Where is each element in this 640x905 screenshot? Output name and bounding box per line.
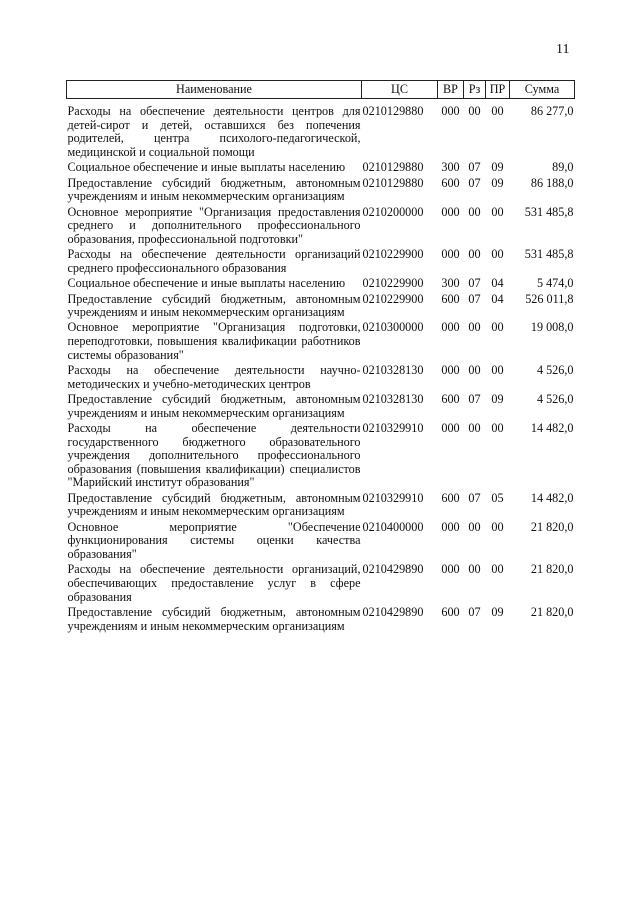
- cell-rz: 07: [468, 291, 481, 306]
- cell-rz: 00: [468, 562, 481, 577]
- cell-rz: 07: [468, 392, 481, 407]
- cell-vr: 600: [441, 604, 460, 619]
- cell-sum: 526 011,8: [525, 291, 574, 306]
- table-header: [67, 81, 575, 99]
- cell-sum: 14 482,0: [530, 421, 574, 436]
- table-row: [67, 606, 575, 635]
- cell-cs: 0210229900: [362, 291, 424, 306]
- cell-rz: 00: [468, 320, 481, 335]
- cell-sum: 4 526,0: [536, 363, 574, 378]
- cell-rz: 00: [468, 204, 481, 219]
- cell-rz: 07: [468, 160, 481, 175]
- cell-cs: 0210129880: [362, 104, 424, 118]
- cell-vr: 600: [441, 392, 460, 407]
- cell-cs: 0210229900: [362, 276, 424, 291]
- table-row: [67, 521, 575, 564]
- table-row: [67, 161, 575, 176]
- cell-vr: 000: [441, 204, 460, 219]
- cell-rz: 00: [468, 104, 481, 118]
- cell-rz: 00: [468, 363, 481, 378]
- cell-vr: 300: [441, 160, 460, 175]
- cell-cs: 0210300000: [362, 320, 424, 335]
- cell-name: Предоставление субсидий бюджетным, автономным учреждениям и иным некоммерческим организациям: [67, 490, 361, 519]
- cell-cs: 0210328130: [362, 392, 424, 407]
- cell-rz: 00: [468, 519, 481, 534]
- cell-name: Основное мероприятие "Организация подготовки, переподготовки, повышения квалификации работников системы образования": [67, 320, 361, 362]
- cell-name: Основное мероприятие "Обеспечение функционирования системы оценки качества образования": [67, 519, 361, 561]
- header-sum: Сумма: [510, 81, 575, 99]
- cell-cs: 0210329910: [362, 421, 424, 436]
- page-number: 11: [556, 42, 570, 57]
- header-row: [67, 81, 575, 99]
- cell-rz: 00: [468, 421, 481, 436]
- cell-vr: 300: [441, 276, 460, 291]
- cell-name: Расходы на обеспечение деятельности организаций, обеспечивающих предоставление услуг в сфере образования: [67, 562, 361, 604]
- header-rz: Рз: [464, 81, 486, 99]
- cell-vr: 600: [441, 490, 460, 505]
- cell-name: Основное мероприятие "Организация предоставления среднего и дополнительного профессионального образования, профессиональной подготовки": [67, 204, 361, 246]
- cell-cs: 0210200000: [362, 204, 424, 219]
- cell-pr: 00: [491, 421, 504, 436]
- cell-pr: 09: [491, 175, 504, 190]
- cell-rz: 07: [468, 175, 481, 190]
- table-row: [67, 293, 575, 322]
- cell-name: Расходы на обеспечение деятельности научно-методических и учебно-методических центров: [67, 363, 361, 391]
- cell-vr: 000: [441, 562, 460, 577]
- cell-sum: 531 485,8: [524, 204, 574, 219]
- cell-pr: 04: [491, 291, 504, 306]
- table-row: [67, 206, 575, 249]
- cell-cs: 0210328130: [362, 363, 424, 378]
- table-row: [67, 177, 575, 206]
- cell-name: Социальное обеспечение и иные выплаты населению: [67, 160, 346, 175]
- cell-rz: 07: [468, 276, 481, 291]
- cell-pr: 00: [491, 363, 504, 378]
- cell-cs: 0210329910: [362, 490, 424, 505]
- cell-pr: 09: [491, 604, 504, 619]
- cell-vr: 600: [441, 175, 460, 190]
- cell-pr: 04: [491, 276, 504, 291]
- header-vr: ВР: [438, 81, 464, 99]
- cell-sum: 86 188,0: [530, 175, 574, 190]
- cell-sum: 21 820,0: [530, 604, 574, 619]
- cell-pr: 09: [491, 160, 504, 175]
- table-body: [67, 99, 575, 635]
- cell-name: Предоставление субсидий бюджетным, автономным учреждениям и иным некоммерческим организациям: [67, 175, 361, 204]
- cell-sum: 14 482,0: [530, 490, 574, 505]
- cell-vr: 000: [441, 320, 460, 335]
- cell-pr: 00: [491, 519, 504, 534]
- table-row: [67, 393, 575, 422]
- cell-name: Предоставление субсидий бюджетным, автономным учреждениям и иным некоммерческим организациям: [67, 392, 361, 420]
- cell-rz: 07: [468, 490, 481, 505]
- cell-name: Расходы на обеспечение деятельности центров для детей-сирот и детей, оставшихся без попечения родителей, центра психолого-педагогической, медицинской и социальной помощи: [67, 104, 361, 159]
- cell-cs: 0210429890: [362, 604, 424, 619]
- cell-pr: 00: [491, 320, 504, 335]
- cell-name: Расходы на обеспечение деятельности организаций среднего профессионального образования: [67, 247, 361, 275]
- header-name: Наименование: [67, 81, 362, 99]
- cell-pr: 00: [491, 104, 504, 118]
- cell-cs: 0210229900: [362, 247, 424, 262]
- cell-vr: 000: [441, 363, 460, 378]
- cell-vr: 000: [441, 421, 460, 436]
- cell-rz: 00: [468, 247, 481, 262]
- cell-name: Расходы на обеспечение деятельности государственного бюджетного образовательного учреждения дополнительного профессионального образования (повышения квалификации) специалистов "Марийский институт образования": [67, 421, 361, 490]
- header-pr: ПР: [486, 81, 510, 99]
- table-row: [67, 563, 575, 606]
- cell-sum: 86 277,0: [530, 104, 574, 118]
- cell-vr: 000: [441, 247, 460, 262]
- cell-name: Предоставление субсидий бюджетным, автономным учреждениям и иным некоммерческим организациям: [67, 291, 361, 320]
- cell-cs: 0210429890: [362, 562, 424, 577]
- cell-name: Предоставление субсидий бюджетным, автономным учреждениям и иным некоммерческим организациям: [67, 604, 361, 633]
- header-cs: ЦС: [362, 81, 438, 99]
- cell-vr: 600: [441, 291, 460, 306]
- table-row: [67, 99, 575, 162]
- cell-name: Социальное обеспечение и иные выплаты населению: [67, 276, 346, 291]
- table-row: [67, 321, 575, 364]
- cell-pr: 00: [491, 562, 504, 577]
- cell-sum: 21 820,0: [530, 562, 574, 577]
- table-row: [67, 422, 575, 492]
- table-row: [67, 277, 575, 292]
- budget-table: [66, 80, 575, 635]
- cell-sum: 4 526,0: [536, 392, 574, 407]
- table-row: [67, 492, 575, 521]
- cell-rz: 07: [468, 604, 481, 619]
- cell-cs: 0210129880: [362, 175, 424, 190]
- cell-sum: 21 820,0: [530, 519, 574, 534]
- cell-cs: 0210129880: [362, 160, 424, 175]
- cell-sum: 531 485,8: [524, 247, 574, 262]
- table-row: [67, 248, 575, 277]
- cell-sum: 5 474,0: [536, 276, 574, 291]
- cell-vr: 000: [441, 519, 460, 534]
- cell-cs: 0210400000: [362, 519, 424, 534]
- table-row: [67, 364, 575, 393]
- cell-vr: 000: [441, 104, 460, 118]
- cell-pr: 05: [491, 490, 504, 505]
- cell-sum: 19 008,0: [530, 320, 574, 335]
- cell-pr: 09: [491, 392, 504, 407]
- cell-sum: 89,0: [552, 160, 574, 175]
- cell-pr: 00: [491, 247, 504, 262]
- cell-pr: 00: [491, 204, 504, 219]
